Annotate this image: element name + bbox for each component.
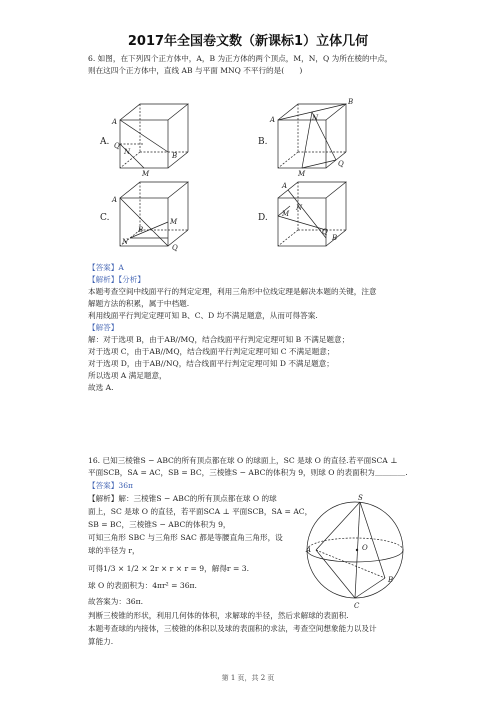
svg-text:S: S (358, 494, 363, 502)
page-title: 2017年全国卷文数（新课标1）立体几何 (127, 34, 369, 49)
svg-text:A: A (112, 196, 118, 204)
q16-analysis-line-6: 可得1/3 × 1/2 × 2r × r × r = 9，解得r = 3. (88, 564, 249, 573)
svg-text:Q: Q (172, 244, 178, 252)
q6-analysis-line-2: 解题方法的积累，属于中档题. (88, 299, 190, 308)
svg-text:A: A (270, 116, 276, 124)
q6-stem-line-1: 6. 如图，在下列四个正方体中，A，B 为正方体的两个顶点，M，N，Q 为所在棱的中点， (88, 54, 393, 63)
option-d-label: D. (258, 213, 268, 223)
option-b-label: B. (258, 137, 268, 147)
svg-text:N: N (296, 204, 303, 212)
q16-analysis-line-8: 故答案为：36π. (88, 597, 144, 606)
svg-text:M: M (142, 170, 150, 178)
q6-solution-line-3: 对于选项 D，由于AB//NQ，结合线面平行判定定理可知 D 不满足题意； (88, 359, 334, 368)
cube-figure-d (270, 176, 360, 256)
svg-text:C: C (354, 602, 360, 610)
q6-analysis-line-1: 本题考查空间中线面平行的判定定理，利用三角形中位线定理是解决本题的关键，注意 (88, 287, 377, 296)
svg-text:Q: Q (322, 228, 328, 236)
option-a-label: A. (100, 137, 110, 147)
svg-text:M: M (298, 170, 306, 178)
q16-stem-line-2: 平面SCB，SA = AC，SB = BC，三棱锥S − ABC的体积为 9，则球 O 的表面积为＿＿＿＿. (88, 468, 408, 477)
svg-text:N: N (124, 148, 131, 156)
page-footer: 第 1 页，共 2 页 (221, 674, 275, 682)
q16-analysis-line-11: 算能力. (88, 637, 114, 646)
q6-analysis-head: 【解析】【分析】 (88, 275, 145, 284)
svg-text:N: N (122, 238, 129, 246)
svg-text:B: B (348, 98, 354, 106)
svg-text:B: B (388, 576, 394, 584)
svg-text:Q: Q (114, 142, 120, 150)
svg-text:B: B (332, 234, 338, 242)
svg-text:O: O (362, 544, 368, 552)
cube-figure-c (112, 176, 202, 256)
svg-text:A: A (282, 182, 288, 190)
svg-text:A: A (112, 118, 118, 126)
svg-text:A: A (306, 546, 312, 554)
svg-text:M: M (170, 218, 178, 226)
q6-stem-line-2: 则在这四个正方体中，直线 AB 与平面 MNQ 不平行的是( ) (88, 66, 303, 75)
q16-analysis-line-4: 可知三角形 SBC 与三角形 SAC 都是等腰直角三角形，设 (88, 533, 283, 542)
q16-stem-line-1: 16. 已知三棱锥S − ABC的所有顶点都在球 O 的球面上，SC 是球 O 的直径.若平面SCA ⊥ (88, 456, 398, 465)
q16-analysis-line-5: 球的半径为 r， (88, 546, 140, 555)
cube-figure-a (112, 98, 202, 178)
q16-answer: 【答案】36π (88, 481, 134, 490)
q6-solution-head: 【解答】 (88, 323, 119, 332)
q6-answer: 【答案】A (88, 263, 124, 272)
q6-solution-line-5: 故选 A. (88, 383, 114, 392)
svg-text:M: M (282, 210, 290, 218)
q6-solution-line-1: 解：对于选项 B，由于AB//MQ，结合线面平行判定定理可知 B 不满足题意； (88, 335, 350, 344)
q16-analysis-line-3: SB = BC，三棱锥S − ABC的体积为 9， (88, 520, 231, 529)
cube-figure-b (270, 98, 360, 178)
q16-analysis-line-10: 本题考查球的内接体，三棱锥的体积以及球的表面积的求法，考查空间想象能力以及计 (88, 624, 377, 633)
q16-analysis-line-1: 【解析】解：三棱锥S − ABC的所有顶点都在球 O 的球 (88, 494, 277, 503)
q6-solution-line-2: 对于选项 C，由于AB//MQ，结合线面平行判定定理可知 C 不满足题意； (88, 347, 335, 356)
sphere-figure (300, 492, 410, 610)
svg-text:N: N (312, 114, 319, 122)
svg-text:B: B (172, 152, 178, 160)
q6-solution-line-4: 所以选项 A 满足题意， (88, 371, 167, 380)
svg-text:B: B (138, 226, 144, 234)
svg-text:Q: Q (338, 160, 344, 168)
q16-analysis-line-9: 判断三棱锥的形状，利用几何体的体积，求解球的半径，然后求解球的表面积. (88, 611, 349, 620)
q6-analysis-line-3: 利用线面平行判定定理可知 B、C、D 均不满足题意，从而可得答案. (88, 311, 318, 320)
option-c-label: C. (100, 213, 110, 223)
q16-analysis-line-2: 面上，SC 是球 O 的直径，若平面SCA ⊥ 平面SCB，SA = AC， (88, 507, 313, 516)
q16-analysis-line-7: 球 O 的表面积为：4πr² = 36π. (88, 581, 197, 590)
